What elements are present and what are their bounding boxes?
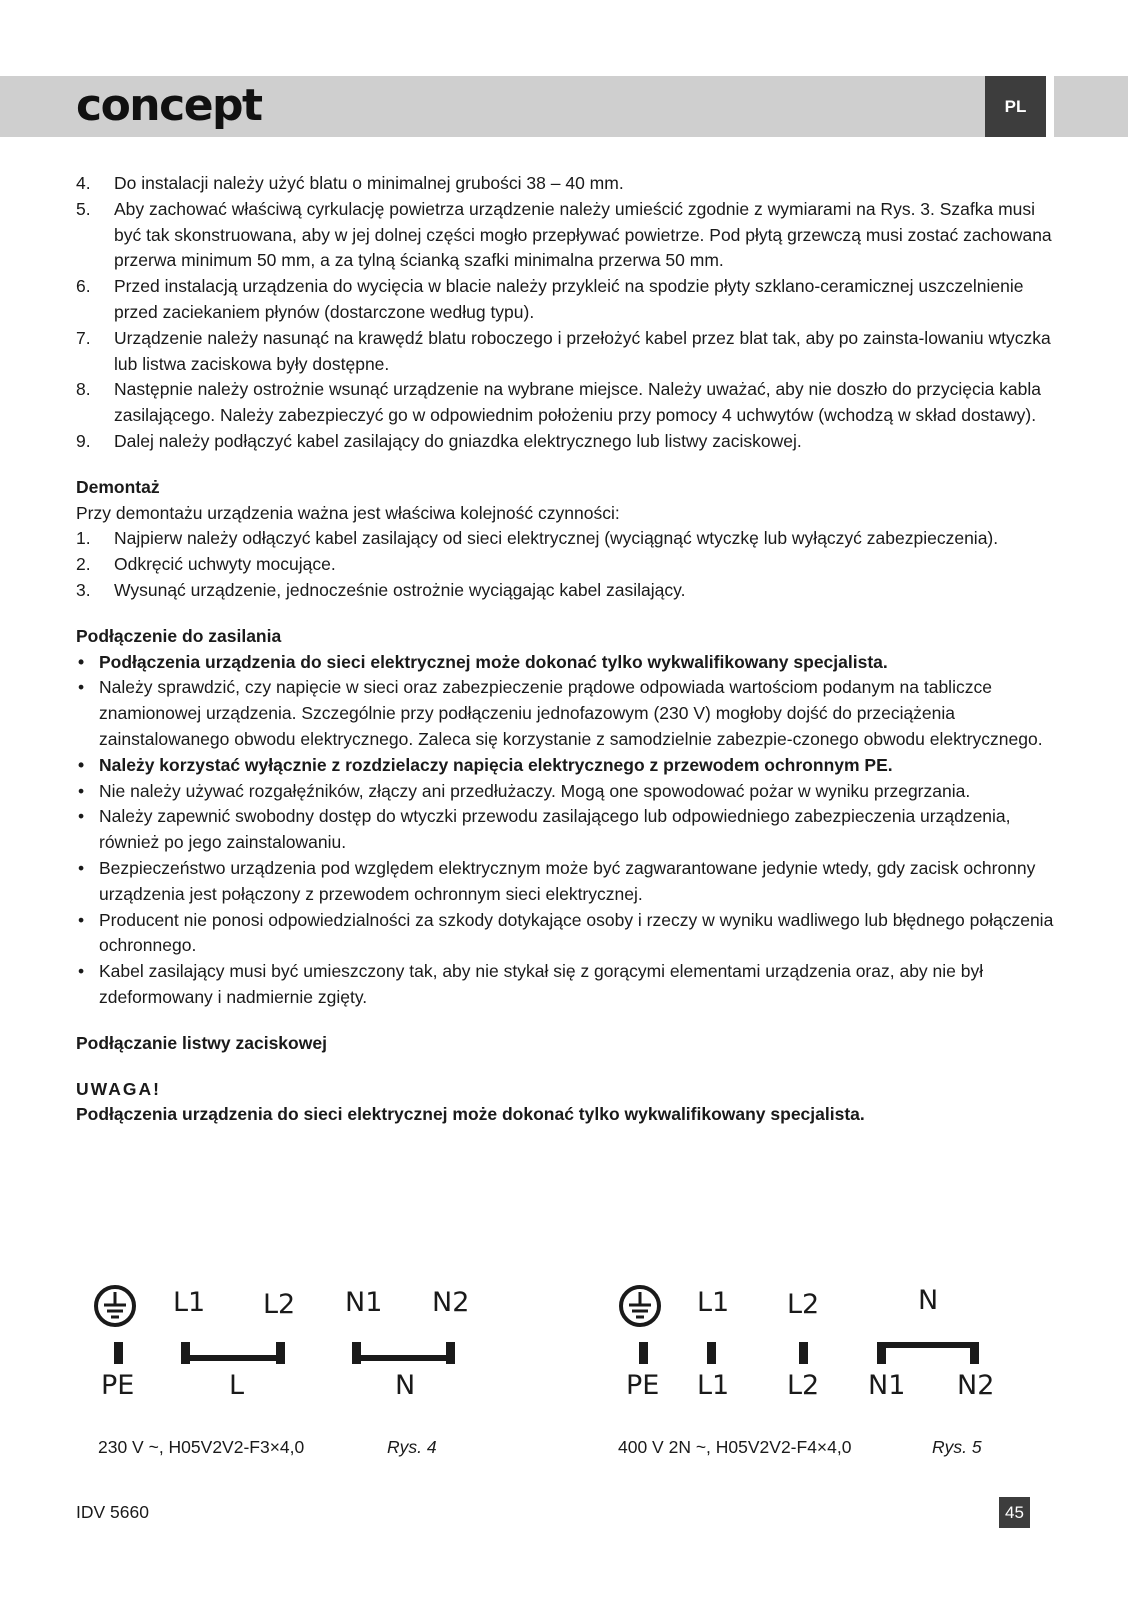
demontaz-intro: Przy demontażu urządzenia ważna jest właściwa kolejność czynności: [76,502,620,523]
header-divider [1046,76,1054,137]
terminal-label: PE [101,1370,135,1401]
terminal-label: N1 [868,1370,906,1401]
bridge-bar [877,1342,979,1348]
diagram-caption: 230 V ~, H05V2V2-F3×4,0 [98,1437,305,1457]
terminal-bar [639,1342,648,1364]
terminal-bar [114,1342,123,1364]
list-item: 1. Najpierw należy odłączyć kabel zasilający od sieci elektrycznej (wyciągnąć wtyczkę lub wyłączyć zabezpieczenia). [76,528,999,549]
terminal-label: L2 [263,1289,296,1320]
list-item: 6. Przed instalacją urządzenia do wycięcia w blacie należy przykleić na spodzie płyty szklano-ceramicznej uszczelnienie przed zaciekaniem płynów (dostarczone według typu). [76,276,1024,322]
terminal-label: N2 [432,1287,470,1318]
terminal-label: L [229,1370,245,1401]
figure-label: Rys. 5 [932,1437,982,1457]
bullet-item: • Podłączenia urządzenia do sieci elektrycznej może dokonać tylko wykwalifikowany specjalista. [78,651,888,672]
terminal-label: N [395,1370,416,1401]
bullet-item: • Nie należy używać rozgałęźników, złączy ani przedłużaczy. Mogą one spowodować pożar w wyniku przegrzania. [78,780,971,801]
terminal-label: L2 [787,1289,820,1320]
list-item: 9. Dalej należy podłączyć kabel zasilający do gniazdka elektrycznego lub listwy zaciskowej. [76,430,802,451]
terminal-bar [799,1342,808,1364]
language-badge: PL [985,76,1046,137]
list-item: 3. Wysunąć urządzenie, jednocześnie ostrożnie wyciągając kabel zasilający. [76,579,686,600]
list-item: 8. Następnie należy ostrożnie wsunąć urządzenie na wybrane miejsce. Należy uważać, aby nie doszło do przycięcia kabla zasilającego. Należy zabezpieczyć go w odpowiednim położeniu przy pomocy 4 uchwytów (wchodzą w skład dostawy). [76,379,1042,426]
diagram-caption: 400 V 2N ~, H05V2V2-F4×4,0 [618,1437,852,1457]
section-heading-listwa: Podłączanie listwy zaciskowej [76,1032,327,1053]
terminal-label: N1 [345,1287,383,1318]
bullet-item: • Producent nie ponosi odpowiedzialności za szkody dotykające osoby i rzeczy w wyniku wadliwego lub błędnego połączenia ochronnego. [78,909,1054,956]
model-number: IDV 5660 [76,1502,149,1522]
warning-label: UWAGA! [76,1078,161,1099]
bullet-item: • Kabel zasilający musi być umieszczony tak, aby nie stykał się z gorącymi elementami urządzenia oraz, aby nie był zdeformowany i nadmiernie zgięty. [78,961,984,1007]
ground-symbol-icon [92,1283,138,1329]
terminal-label: L2 [787,1370,820,1401]
list-item: 7. Urządzenie należy nasunąć na krawędź blatu roboczego i przełożyć kabel przez blat tak, aby po zainsta-lowaniu wtyczka lub listwa zaciskowa były dostępne. [76,327,1051,374]
terminal-label: N2 [957,1370,995,1401]
section-heading-zasilanie: Podłączenie do zasilania [76,625,282,646]
ground-symbol-icon [617,1283,663,1329]
concept-logo: concept [76,80,262,131]
warning-text: Podłączenia urządzenia do sieci elektrycznej może dokonać tylko wykwalifikowany specjalista. [76,1104,865,1125]
main-content [76,171,1056,1128]
list-item: 2. Odkręcić uchwyty mocujące. [76,554,336,575]
bridge-bar [352,1355,455,1361]
bullet-item: • Należy zapewnić swobodny dostęp do wtyczki przewodu zasilającego lub odpowiedniego zabezpieczenia urządzenia, również po jego zainstalowaniu. [78,806,1011,853]
bullet-item: • Należy sprawdzić, czy napięcie w sieci oraz zabezpieczenie prądowe odpowiada wartościom podanym na tabliczce znamionowej urządzenia. Szczególnie przy podłączeniu jednofazowym (230 V) mogłoby dojść do przeciążenia zainstalowanego obwodu elektrycznego. Zaleca się korzystanie z samodzielnie zabezpie-czonego obwodu elektrycznego. [78,677,1043,749]
bullet-item: • Należy korzystać wyłącznie z rozdzielaczy napięcia elektrycznego z przewodem ochronnym PE. [78,754,893,775]
install-steps-list [76,171,1056,455]
terminal-label: L1 [173,1287,206,1318]
figure-label: Rys. 4 [387,1437,437,1457]
terminal-bar [707,1342,716,1364]
list-item: 5. Aby zachować właściwą cyrkulację powietrza urządzenie należy umieścić zgodnie z wymiarami na Rys. 3. Szafka musi być tak skonstruowana, aby w jej dolnej części mogło przepływać powietrze. Pod płytą grzewczą musi zostać zachowana przerwa minimum 50 mm, a za tylną ścianką szafki minimalna przerwa 50 mm. [76,198,1052,271]
page-number: 45 [999,1497,1030,1528]
list-item: 4. Do instalacji należy użyć blatu o minimalnej grubości 38 – 40 mm. [76,173,624,193]
terminal-label: L1 [697,1370,730,1401]
bridge-bar [181,1355,285,1361]
bullet-item: • Bezpieczeństwo urządzenia pod względem elektrycznym może być zagwarantowane jedynie wtedy, gdy zacisk ochronny urządzenia jest połączony z przewodem ochronnym sieci elektrycznej. [78,857,1036,904]
section-heading-demontaz: Demontaż [76,476,160,497]
terminal-label: L1 [697,1287,730,1318]
terminal-label: N [918,1285,939,1316]
terminal-label: PE [626,1370,660,1401]
